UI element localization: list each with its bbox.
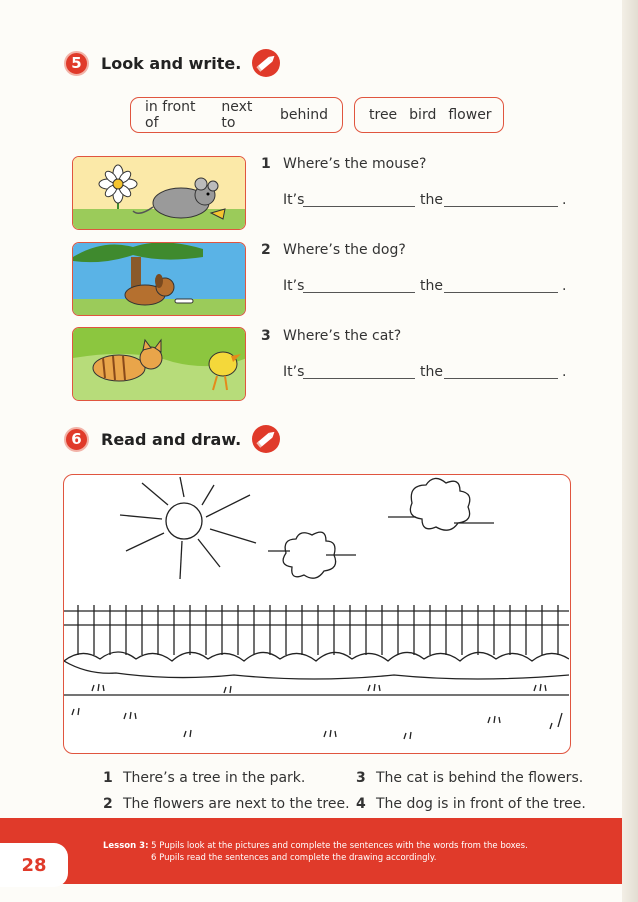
word-next-to: next to (221, 99, 253, 131)
section-5-number: 5 (64, 51, 89, 76)
sentence-4-number: 4 (356, 796, 366, 812)
sentence-2 (103, 796, 350, 812)
answer-2-its: It’s (283, 278, 305, 294)
question-3-text: Where’s the cat? (283, 328, 402, 344)
pencil-icon (251, 48, 281, 78)
answer-1-period: . (562, 192, 567, 208)
section-6-header (64, 424, 281, 454)
sentence-1-text: There’s a tree in the park. (123, 770, 306, 786)
question-1-number: 1 (261, 156, 271, 172)
section-6-number: 6 (64, 427, 89, 452)
question-3-number: 3 (261, 328, 271, 344)
answer-1-its: It’s (283, 192, 305, 208)
answer-1-blank-noun[interactable] (444, 206, 558, 207)
answer-1-blank-preposition[interactable] (303, 206, 415, 207)
word-behind: behind (279, 107, 328, 123)
answer-3-the: the (420, 364, 443, 380)
page-number: 28 (0, 843, 68, 887)
sentence-2-number: 2 (103, 796, 113, 812)
teacher-note-1: 5 Pupils look at the pictures and complete the sentences with the words from the boxes. (151, 841, 528, 851)
answer-3-period: . (562, 364, 567, 380)
teacher-note-2: 6 Pupils read the sentences and complete the drawing accordingly. (151, 853, 437, 863)
word-bird: bird (409, 107, 437, 123)
section-5-header (64, 48, 281, 78)
sentence-4-text: The dog is in front of the tree. (376, 796, 586, 812)
answer-3-its: It’s (283, 364, 305, 380)
question-1-text: Where’s the mouse? (283, 156, 427, 172)
answer-3-blank-preposition[interactable] (303, 378, 415, 379)
word-in-front-of: in front of (145, 99, 196, 131)
sentence-1-number: 1 (103, 770, 113, 786)
sentence-3-number: 3 (356, 770, 366, 786)
sentence-2-text: The flowers are next to the tree. (123, 796, 350, 812)
word-box-prepositions (130, 97, 343, 133)
picture-dog-tree (72, 242, 246, 316)
sentence-3-text: The cat is behind the flowers. (376, 770, 584, 786)
sentence-1 (103, 770, 305, 786)
lesson-label: Lesson 3: (103, 841, 149, 851)
word-flower: flower (448, 107, 492, 123)
drawing-area[interactable] (63, 474, 571, 754)
pencil-icon (251, 424, 281, 454)
sentence-4 (356, 796, 586, 812)
section-6-title: Read and draw. (101, 429, 242, 449)
teacher-note (103, 840, 528, 864)
answer-1-the: the (420, 192, 443, 208)
park-line-drawing (64, 475, 569, 752)
sun-drawing (166, 503, 202, 539)
answer-2-period: . (562, 278, 567, 294)
answer-2-the: the (420, 278, 443, 294)
answer-3-blank-noun[interactable] (444, 378, 558, 379)
question-2-text: Where’s the dog? (283, 242, 406, 258)
section-5-title: Look and write. (101, 53, 242, 73)
answer-2-blank-noun[interactable] (444, 292, 558, 293)
word-tree: tree (369, 107, 398, 123)
picture-mouse-flower (72, 156, 246, 230)
word-box-nouns (354, 97, 504, 133)
answer-2-blank-preposition[interactable] (303, 292, 415, 293)
question-2-number: 2 (261, 242, 271, 258)
picture-cat-bird (72, 327, 246, 401)
page-edge (622, 0, 638, 902)
sentence-3 (356, 770, 583, 786)
